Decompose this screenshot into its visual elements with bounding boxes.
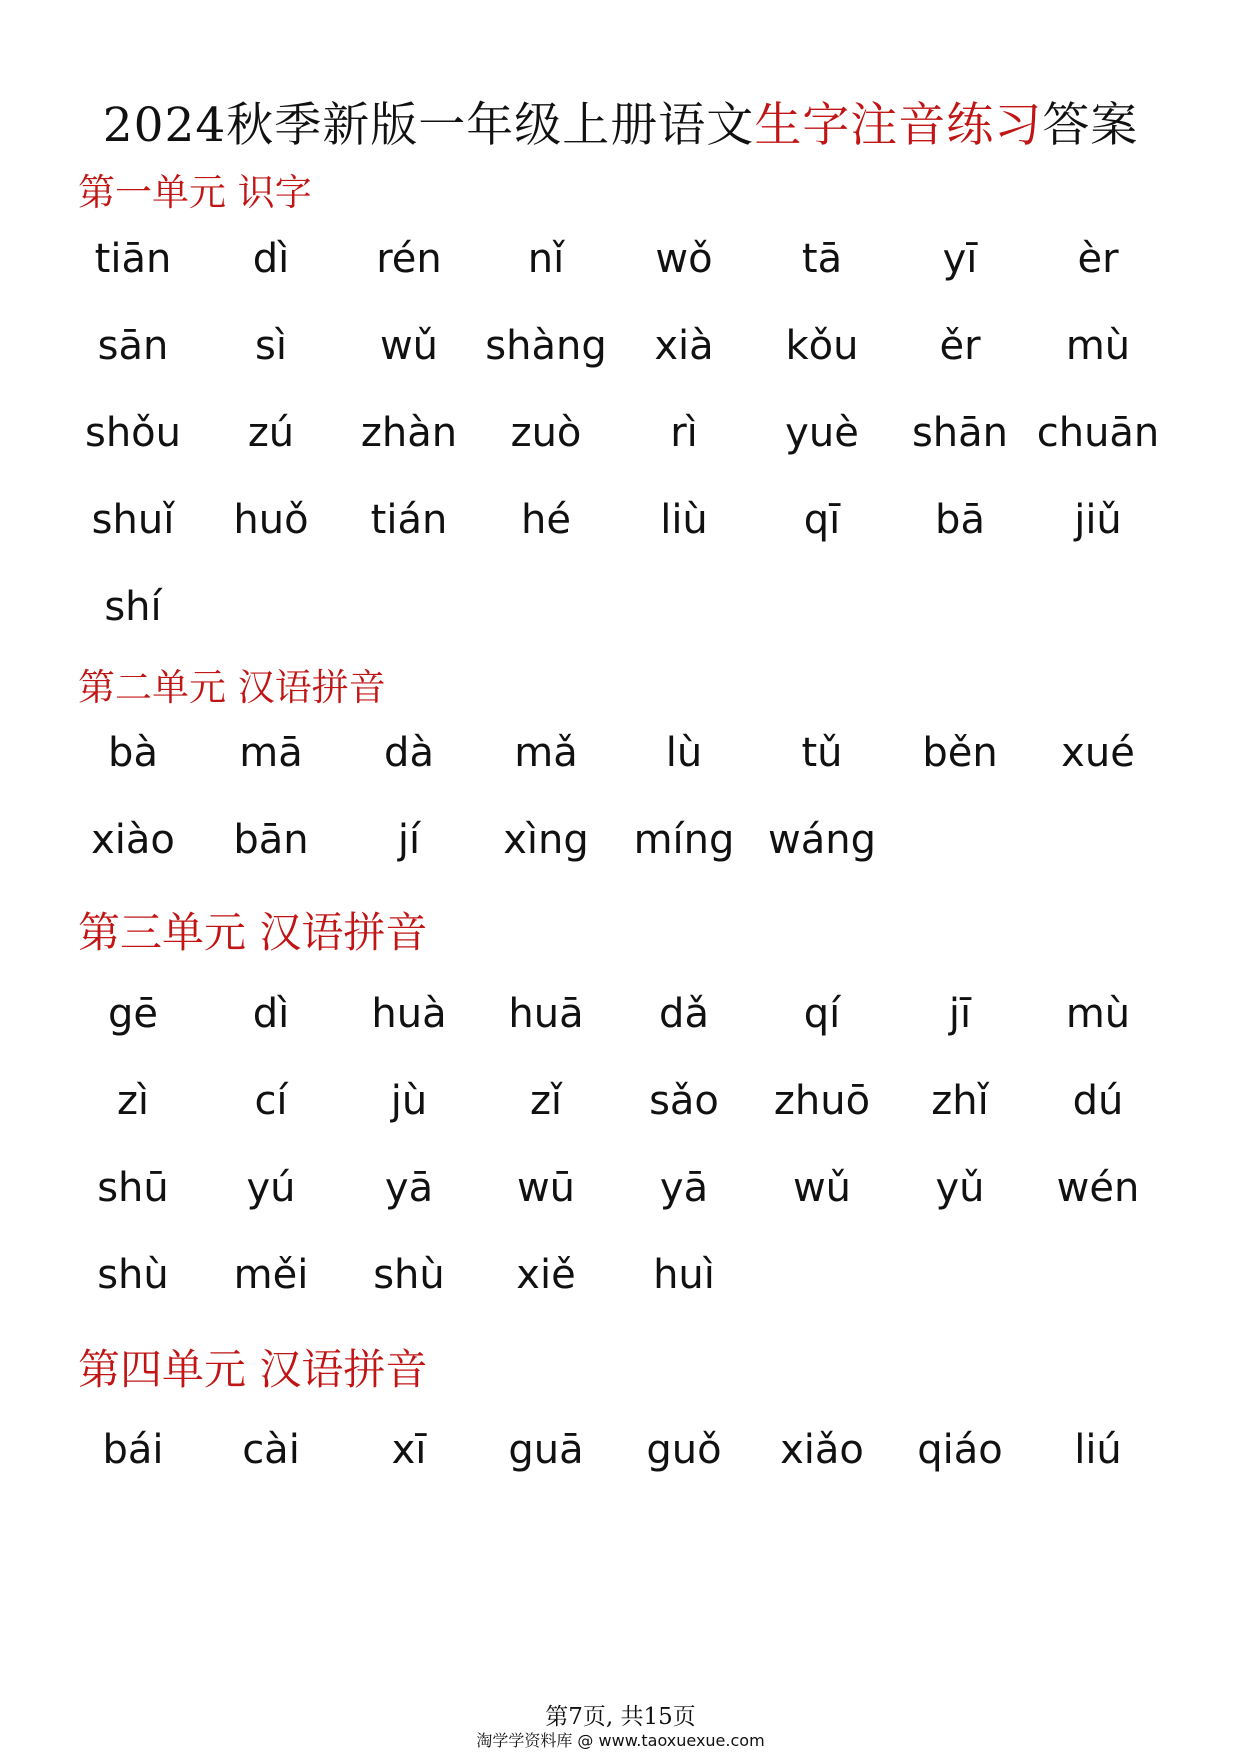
pinyin-cell: zǐ (529, 1078, 563, 1124)
pinyin-cell: tǔ (801, 730, 843, 776)
pinyin-cell: xìng (503, 817, 589, 863)
pinyin-cell: zhǐ (931, 1078, 989, 1124)
pinyin-cell: xià (654, 323, 714, 369)
pinyin-cell: sān (97, 323, 169, 369)
pinyin-cell: huà (371, 991, 447, 1037)
pinyin-cell: wǔ (792, 1165, 852, 1211)
pinyin-cell: mā (239, 730, 303, 776)
pinyin-cell: mǎ (514, 730, 578, 776)
pinyin-cell: míng (633, 817, 735, 863)
unit-4-heading: 第四单元 汉语拼音 (78, 1345, 428, 1394)
pinyin-cell: mù (1065, 323, 1131, 369)
pinyin-cell: xiǎo (780, 1427, 864, 1473)
pinyin-cell: guā (508, 1427, 584, 1473)
pinyin-cell: bā (935, 497, 985, 543)
pinyin-cell: shān (911, 410, 1009, 456)
title-suffix: 答案 (1042, 98, 1139, 153)
pinyin-cell: gē (108, 991, 158, 1037)
pinyin-cell: qī (803, 497, 841, 543)
pinyin-cell: shuǐ (91, 497, 175, 543)
pinyin-cell: yī (942, 236, 978, 282)
pinyin-cell: wén (1056, 1165, 1140, 1211)
pinyin-cell: liú (1074, 1427, 1122, 1473)
pinyin-cell: yǔ (935, 1165, 985, 1211)
pinyin-cell: jù (390, 1078, 428, 1124)
pinyin-cell: měi (233, 1252, 309, 1298)
pinyin-cell: rì (670, 410, 698, 456)
pinyin-cell: yuè (785, 410, 859, 456)
pinyin-cell: bān (233, 817, 309, 863)
pinyin-cell: cí (254, 1078, 288, 1124)
pinyin-cell: jī (948, 991, 972, 1037)
pinyin-cell: qí (803, 991, 841, 1037)
pinyin-cell: běn (922, 730, 998, 776)
pinyin-cell: dì (252, 991, 290, 1037)
pinyin-cell: sì (255, 323, 287, 369)
pinyin-cell: bái (102, 1427, 164, 1473)
pinyin-cell: shù (97, 1252, 169, 1298)
pinyin-cell: tián (370, 497, 448, 543)
pinyin-cell: kǒu (785, 323, 859, 369)
pinyin-cell: guǒ (646, 1427, 722, 1473)
pinyin-cell: zuò (510, 410, 582, 456)
pinyin-cell: cài (242, 1427, 300, 1473)
pinyin-cell: xué (1061, 730, 1135, 776)
pinyin-cell: xiě (516, 1252, 576, 1298)
pinyin-cell: shàng (485, 323, 607, 369)
unit-1-heading: 第一单元 识字 (78, 171, 312, 214)
pinyin-cell: lù (665, 730, 703, 776)
pinyin-cell: sǎo (649, 1078, 719, 1124)
pinyin-cell: huì (653, 1252, 715, 1298)
pinyin-cell: zú (247, 410, 295, 456)
pinyin-cell: dà (384, 730, 434, 776)
pinyin-cell: ěr (939, 323, 981, 369)
pinyin-cell: mù (1065, 991, 1131, 1037)
pinyin-cell: yú (246, 1165, 296, 1211)
pinyin-cell: wū (516, 1165, 576, 1211)
pinyin-cell: hé (521, 497, 571, 543)
pinyin-cell: zì (116, 1078, 150, 1124)
source-credit: 淘学学资料库 @ www.taoxuexue.com (476, 1731, 765, 1750)
pinyin-cell: bà (108, 730, 158, 776)
pinyin-cell: dǎ (659, 991, 709, 1037)
pinyin-cell: wáng (768, 817, 876, 863)
pinyin-cell: dú (1072, 1078, 1124, 1124)
title-text: 2024秋季新版一年级上册语文 (102, 98, 755, 153)
pinyin-cell: yā (384, 1165, 434, 1211)
pinyin-cell: wǒ (655, 236, 713, 282)
pinyin-cell: liù (660, 497, 708, 543)
pinyin-cell: qiáo (917, 1427, 1003, 1473)
page-number: 第7页, 共15页 (545, 1704, 696, 1730)
pinyin-cell: zhuō (773, 1078, 871, 1124)
pinyin-cell: jiǔ (1074, 497, 1122, 543)
title-highlight: 生字注音练习 (754, 98, 1043, 153)
pinyin-cell: rén (376, 236, 442, 282)
pinyin-cell: nǐ (527, 236, 565, 282)
unit-2-heading: 第二单元 汉语拼音 (78, 666, 386, 709)
pinyin-cell: dì (252, 236, 290, 282)
pinyin-cell: tiān (94, 236, 172, 282)
pinyin-cell: zhàn (360, 410, 458, 456)
pinyin-cell: èr (1077, 236, 1119, 282)
unit-3-heading: 第三单元 汉语拼音 (78, 908, 428, 957)
pinyin-cell: shǒu (84, 410, 181, 456)
page-title (0, 88, 1241, 155)
pinyin-cell: xī (391, 1427, 427, 1473)
pinyin-cell: yā (659, 1165, 709, 1211)
pinyin-cell: chuān (1036, 410, 1160, 456)
pinyin-cell: jí (397, 817, 421, 863)
pinyin-cell: huā (508, 991, 584, 1037)
pinyin-cell: wǔ (379, 323, 439, 369)
pinyin-cell: huǒ (233, 497, 309, 543)
pinyin-cell: shū (97, 1165, 169, 1211)
pinyin-cell: xiào (91, 817, 175, 863)
pinyin-cell: shí (104, 584, 162, 630)
pinyin-cell: tā (801, 236, 843, 282)
pinyin-cell: shù (373, 1252, 445, 1298)
